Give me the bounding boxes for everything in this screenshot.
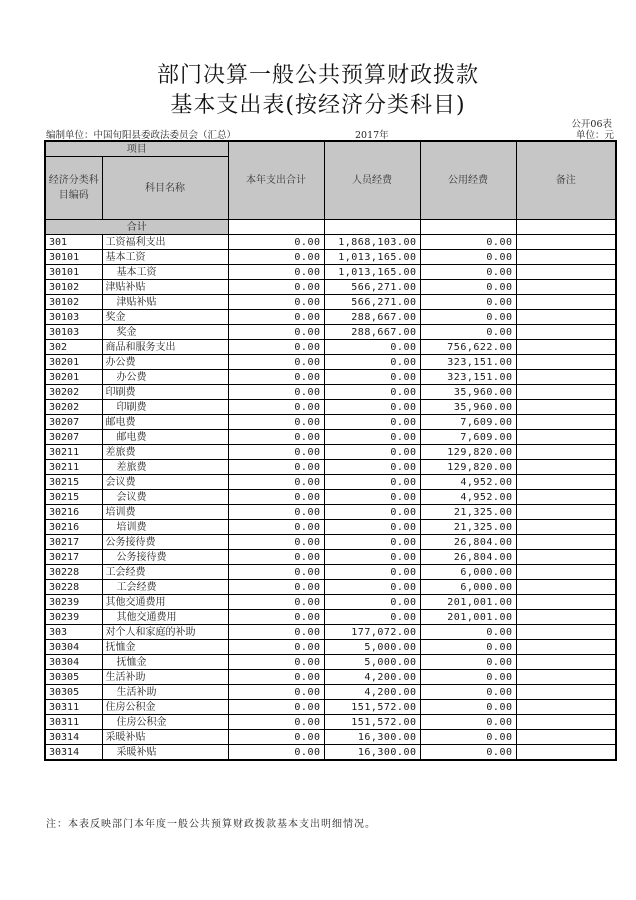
row-public: 0.00 [420, 295, 516, 310]
row-code: 301 [45, 235, 102, 250]
row-name: 公务接待费 [102, 550, 228, 565]
row-remarks [516, 565, 616, 580]
row-total: 0.00 [228, 655, 324, 670]
row-code: 30202 [45, 385, 102, 400]
row-personnel: 0.00 [324, 565, 420, 580]
row-remarks [516, 505, 616, 520]
row-name: 工资福利支出 [102, 235, 228, 250]
table-row [45, 415, 616, 430]
table-row [45, 235, 616, 250]
row-public: 4,952.00 [420, 490, 516, 505]
row-personnel: 0.00 [324, 610, 420, 625]
row-remarks [516, 445, 616, 460]
row-personnel: 288,667.00 [324, 325, 420, 340]
row-total: 0.00 [228, 355, 324, 370]
table-row [45, 280, 616, 295]
row-public: 35,960.00 [420, 400, 516, 415]
row-total: 0.00 [228, 550, 324, 565]
row-name: 采暖补贴 [102, 730, 228, 745]
table-row [45, 730, 616, 745]
row-personnel: 0.00 [324, 355, 420, 370]
row-name: 培训费 [102, 520, 228, 535]
row-code: 30239 [45, 610, 102, 625]
row-total: 0.00 [228, 610, 324, 625]
row-code: 30216 [45, 505, 102, 520]
row-name: 住房公积金 [102, 715, 228, 730]
report-year: 2017年 [355, 130, 389, 141]
row-total: 0.00 [228, 685, 324, 700]
row-code: 302 [45, 340, 102, 355]
row-total: 0.00 [228, 445, 324, 460]
row-public: 0.00 [420, 310, 516, 325]
row-remarks [516, 595, 616, 610]
table-row [45, 385, 616, 400]
row-total: 0.00 [228, 385, 324, 400]
row-public: 129,820.00 [420, 445, 516, 460]
row-name: 对个人和家庭的补助 [102, 625, 228, 640]
table-row [45, 670, 616, 685]
document-title-line1: 部门决算一般公共预算财政拨款 [156, 63, 479, 88]
row-personnel: 0.00 [324, 520, 420, 535]
row-personnel: 16,300.00 [324, 730, 420, 745]
table-row [45, 520, 616, 535]
row-public: 7,609.00 [420, 415, 516, 430]
row-code: 30207 [45, 415, 102, 430]
header-row-1 [45, 141, 616, 157]
table-row [45, 535, 616, 550]
row-code: 30215 [45, 475, 102, 490]
row-total: 0.00 [228, 310, 324, 325]
row-code: 30202 [45, 400, 102, 415]
row-total: 0.00 [228, 295, 324, 310]
row-remarks [516, 430, 616, 445]
header-name: 科目名称 [102, 157, 228, 220]
row-code: 30311 [45, 700, 102, 715]
row-personnel: 16,300.00 [324, 745, 420, 761]
row-public: 0.00 [420, 325, 516, 340]
row-code: 30304 [45, 640, 102, 655]
row-code: 30103 [45, 325, 102, 340]
row-code: 30304 [45, 655, 102, 670]
row-name: 办公费 [102, 355, 228, 370]
row-code: 30215 [45, 490, 102, 505]
table-row [45, 400, 616, 415]
row-code: 30211 [45, 445, 102, 460]
row-total: 0.00 [228, 475, 324, 490]
row-code: 30102 [45, 280, 102, 295]
expenditure-table [44, 140, 617, 761]
row-total: 0.00 [228, 625, 324, 640]
row-total: 0.00 [228, 430, 324, 445]
header-project: 项目 [45, 141, 228, 157]
table-row [45, 355, 616, 370]
row-personnel: 566,271.00 [324, 295, 420, 310]
row-public: 0.00 [420, 280, 516, 295]
row-name: 会议费 [102, 475, 228, 490]
row-remarks [516, 295, 616, 310]
row-total: 0.00 [228, 400, 324, 415]
reporting-unit: 编制单位：中国旬阳县委政法委员会（汇总） [46, 130, 237, 141]
row-name: 工会经费 [102, 565, 228, 580]
document-title-line2: 基本支出表(按经济分类科目) [170, 93, 466, 118]
row-remarks [516, 715, 616, 730]
row-total: 0.00 [228, 730, 324, 745]
row-public: 0.00 [420, 745, 516, 761]
row-public: 129,820.00 [420, 460, 516, 475]
row-total: 0.00 [228, 565, 324, 580]
total-row-label: 合计 [45, 220, 228, 235]
row-personnel: 0.00 [324, 340, 420, 355]
table-row [45, 625, 616, 640]
row-name: 奖金 [102, 310, 228, 325]
row-personnel: 0.00 [324, 580, 420, 595]
row-remarks [516, 310, 616, 325]
row-remarks [516, 580, 616, 595]
row-name: 生活补助 [102, 685, 228, 700]
row-total: 0.00 [228, 370, 324, 385]
row-name: 采暖补贴 [102, 745, 228, 761]
row-remarks [516, 475, 616, 490]
row-code: 30102 [45, 295, 102, 310]
row-personnel: 0.00 [324, 490, 420, 505]
row-remarks [516, 460, 616, 475]
total-row-public [420, 220, 516, 235]
header-code: 经济分类科目编码 [45, 157, 102, 220]
row-name: 津贴补贴 [102, 295, 228, 310]
row-name: 工会经费 [102, 580, 228, 595]
row-remarks [516, 640, 616, 655]
row-name: 奖金 [102, 325, 228, 340]
row-name: 邮电费 [102, 430, 228, 445]
row-name: 公务接待费 [102, 535, 228, 550]
row-personnel: 4,200.00 [324, 685, 420, 700]
row-remarks [516, 535, 616, 550]
row-public: 323,151.00 [420, 355, 516, 370]
row-remarks [516, 265, 616, 280]
row-remarks [516, 520, 616, 535]
row-code: 30216 [45, 520, 102, 535]
row-code: 30101 [45, 265, 102, 280]
table-row [45, 340, 616, 355]
currency-unit: 单位：元 [575, 130, 614, 141]
row-name: 基本工资 [102, 265, 228, 280]
row-total: 0.00 [228, 325, 324, 340]
row-public: 0.00 [420, 640, 516, 655]
row-total: 0.00 [228, 490, 324, 505]
row-name: 差旅费 [102, 445, 228, 460]
row-public: 201,001.00 [420, 595, 516, 610]
row-remarks [516, 340, 616, 355]
row-name: 其他交通费用 [102, 610, 228, 625]
row-total: 0.00 [228, 535, 324, 550]
table-row [45, 640, 616, 655]
row-total: 0.00 [228, 235, 324, 250]
table-row [45, 295, 616, 310]
row-remarks [516, 700, 616, 715]
total-row-total [228, 220, 324, 235]
row-code: 30228 [45, 565, 102, 580]
table-row [45, 250, 616, 265]
row-remarks [516, 745, 616, 761]
table-row [45, 460, 616, 475]
table-row [45, 445, 616, 460]
row-personnel: 0.00 [324, 415, 420, 430]
table-row [45, 505, 616, 520]
row-name: 邮电费 [102, 415, 228, 430]
row-public: 201,001.00 [420, 610, 516, 625]
row-public: 0.00 [420, 250, 516, 265]
row-public: 0.00 [420, 700, 516, 715]
row-personnel: 5,000.00 [324, 640, 420, 655]
row-public: 0.00 [420, 655, 516, 670]
row-public: 26,804.00 [420, 535, 516, 550]
row-total: 0.00 [228, 580, 324, 595]
row-public: 0.00 [420, 715, 516, 730]
form-number: 公开06表 [571, 119, 612, 130]
table-row [45, 430, 616, 445]
row-personnel: 5,000.00 [324, 655, 420, 670]
row-personnel: 151,572.00 [324, 700, 420, 715]
row-code: 30211 [45, 460, 102, 475]
row-personnel: 0.00 [324, 430, 420, 445]
row-remarks [516, 235, 616, 250]
total-row-remarks [516, 220, 616, 235]
table-row [45, 550, 616, 565]
row-personnel: 0.00 [324, 475, 420, 490]
row-total: 0.00 [228, 700, 324, 715]
table-row [45, 310, 616, 325]
row-remarks [516, 370, 616, 385]
table-row [45, 700, 616, 715]
row-name: 商品和服务支出 [102, 340, 228, 355]
row-total: 0.00 [228, 250, 324, 265]
row-total: 0.00 [228, 745, 324, 761]
row-public: 21,325.00 [420, 505, 516, 520]
row-public: 756,622.00 [420, 340, 516, 355]
total-row [45, 220, 616, 235]
row-personnel: 1,013,165.00 [324, 250, 420, 265]
row-code: 30305 [45, 685, 102, 700]
row-remarks [516, 685, 616, 700]
row-remarks [516, 280, 616, 295]
row-code: 30207 [45, 430, 102, 445]
row-personnel: 0.00 [324, 385, 420, 400]
row-personnel: 0.00 [324, 505, 420, 520]
row-name: 印刷费 [102, 400, 228, 415]
row-public: 4,952.00 [420, 475, 516, 490]
row-public: 7,609.00 [420, 430, 516, 445]
row-public: 6,000.00 [420, 580, 516, 595]
row-public: 0.00 [420, 265, 516, 280]
row-name: 津贴补贴 [102, 280, 228, 295]
row-remarks [516, 625, 616, 640]
row-name: 抚恤金 [102, 655, 228, 670]
row-public: 0.00 [420, 625, 516, 640]
table-row [45, 475, 616, 490]
row-public: 26,804.00 [420, 550, 516, 565]
row-personnel: 1,868,103.00 [324, 235, 420, 250]
row-remarks [516, 355, 616, 370]
row-remarks [516, 325, 616, 340]
row-name: 抚恤金 [102, 640, 228, 655]
row-name: 住房公积金 [102, 700, 228, 715]
footnote: 注：本表反映部门本年度一般公共预算财政拨款基本支出明细情况。 [46, 819, 376, 830]
table-row [45, 610, 616, 625]
row-personnel: 0.00 [324, 400, 420, 415]
table-row [45, 745, 616, 761]
row-personnel: 0.00 [324, 445, 420, 460]
row-remarks [516, 550, 616, 565]
row-code: 30228 [45, 580, 102, 595]
row-code: 30101 [45, 250, 102, 265]
row-total: 0.00 [228, 505, 324, 520]
row-name: 基本工资 [102, 250, 228, 265]
row-public: 0.00 [420, 235, 516, 250]
row-personnel: 177,072.00 [324, 625, 420, 640]
row-personnel: 4,200.00 [324, 670, 420, 685]
row-personnel: 0.00 [324, 535, 420, 550]
row-personnel: 1,013,165.00 [324, 265, 420, 280]
table-row [45, 370, 616, 385]
row-personnel: 0.00 [324, 595, 420, 610]
table-row [45, 565, 616, 580]
row-name: 会议费 [102, 490, 228, 505]
row-remarks [516, 490, 616, 505]
table-row [45, 655, 616, 670]
row-total: 0.00 [228, 415, 324, 430]
row-personnel: 288,667.00 [324, 310, 420, 325]
row-total: 0.00 [228, 715, 324, 730]
row-remarks [516, 610, 616, 625]
row-total: 0.00 [228, 520, 324, 535]
row-name: 培训费 [102, 505, 228, 520]
row-code: 30201 [45, 370, 102, 385]
row-total: 0.00 [228, 640, 324, 655]
table-row [45, 685, 616, 700]
row-total: 0.00 [228, 265, 324, 280]
header-personnel: 人员经费 [324, 141, 420, 220]
table-row [45, 580, 616, 595]
row-personnel: 0.00 [324, 460, 420, 475]
row-name: 生活补助 [102, 670, 228, 685]
row-public: 0.00 [420, 670, 516, 685]
row-code: 30314 [45, 730, 102, 745]
header-total: 本年支出合计 [228, 141, 324, 220]
row-total: 0.00 [228, 460, 324, 475]
row-name: 印刷费 [102, 385, 228, 400]
row-name: 其他交通费用 [102, 595, 228, 610]
row-personnel: 0.00 [324, 370, 420, 385]
row-name: 差旅费 [102, 460, 228, 475]
row-remarks [516, 385, 616, 400]
row-total: 0.00 [228, 280, 324, 295]
row-code: 30239 [45, 595, 102, 610]
row-code: 30201 [45, 355, 102, 370]
table-row [45, 715, 616, 730]
row-code: 30314 [45, 745, 102, 761]
row-public: 21,325.00 [420, 520, 516, 535]
row-total: 0.00 [228, 595, 324, 610]
row-total: 0.00 [228, 340, 324, 355]
row-remarks [516, 415, 616, 430]
row-code: 30217 [45, 550, 102, 565]
total-row-personnel [324, 220, 420, 235]
row-public: 0.00 [420, 685, 516, 700]
row-total: 0.00 [228, 670, 324, 685]
row-public: 35,960.00 [420, 385, 516, 400]
row-name: 办公费 [102, 370, 228, 385]
row-personnel: 566,271.00 [324, 280, 420, 295]
row-personnel: 0.00 [324, 550, 420, 565]
table-row [45, 490, 616, 505]
row-public: 6,000.00 [420, 565, 516, 580]
table-row [45, 325, 616, 340]
row-code: 30305 [45, 670, 102, 685]
row-code: 30311 [45, 715, 102, 730]
row-code: 30103 [45, 310, 102, 325]
row-remarks [516, 670, 616, 685]
header-remarks: 备注 [516, 141, 616, 220]
table-row [45, 265, 616, 280]
row-code: 30217 [45, 535, 102, 550]
row-remarks [516, 400, 616, 415]
row-remarks [516, 730, 616, 745]
header-public: 公用经费 [420, 141, 516, 220]
row-code: 303 [45, 625, 102, 640]
row-public: 0.00 [420, 730, 516, 745]
table-row [45, 595, 616, 610]
row-remarks [516, 655, 616, 670]
row-remarks [516, 250, 616, 265]
row-personnel: 151,572.00 [324, 715, 420, 730]
row-public: 323,151.00 [420, 370, 516, 385]
